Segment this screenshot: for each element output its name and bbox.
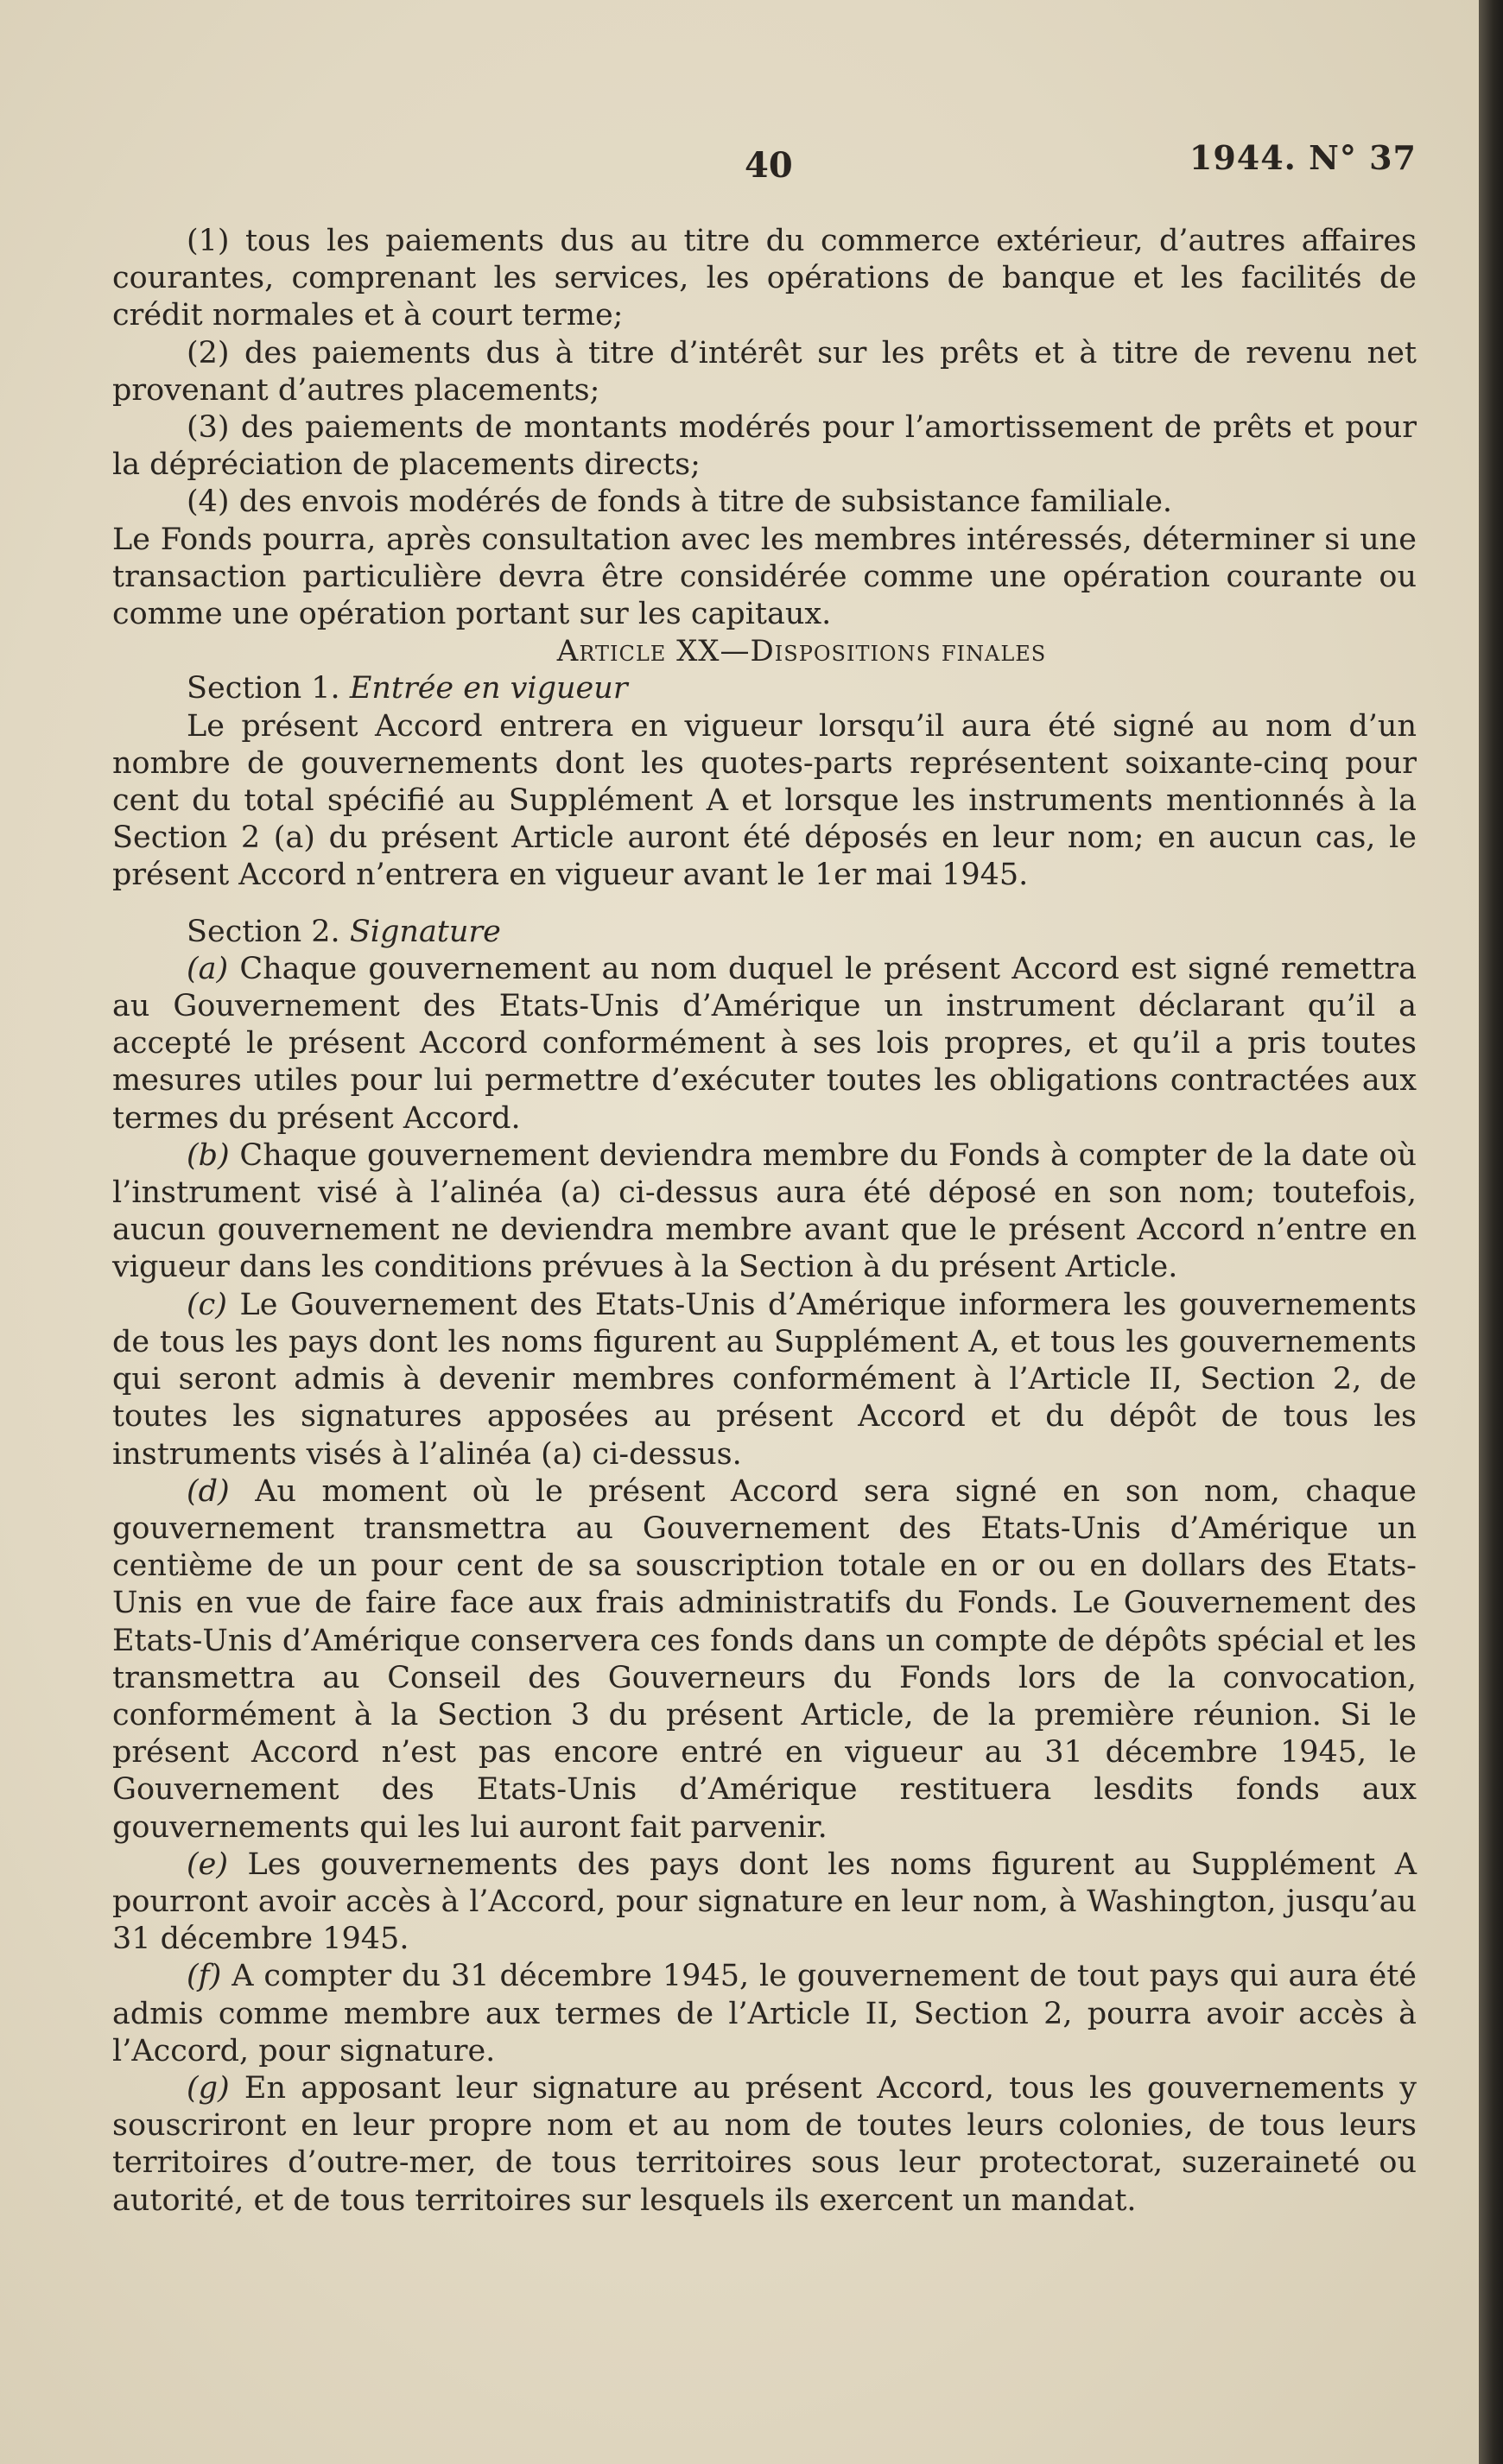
document-body (112, 223, 1417, 2220)
item-label: (b) (187, 1137, 230, 1173)
item-text: A compter du 31 décembre 1945, le gouvernement de tout pays qui aura été admis comme membre aux termes de l’Article II, Section 2, pourra avoir accès à l’Accord, pour signature. (112, 1959, 1417, 2068)
signature-item (112, 1846, 1417, 1959)
signature-item (112, 1958, 1417, 2070)
item-label: (d) (187, 1473, 230, 1509)
item-text: Les gouvernements des pays dont les noms figurent au Supplément A pourront avoir accès à l’Accord, pour signature en leur nom, à Washington, jusqu’au 31 décembre 1945. (112, 1846, 1417, 1957)
section-2-title: Signature (349, 914, 501, 949)
signature-item (112, 2070, 1417, 2220)
item-label: (f) (187, 1959, 222, 1994)
section-1-label: Section 1. (187, 671, 340, 706)
payment-item-4: (4) des envois modérés de fonds à titre de subsistance familiale. (187, 485, 1173, 520)
section-2-label: Section 2. (187, 914, 340, 949)
payment-item-1: (1) tous les paiements dus au titre du commerce extérieur, d’autres affaires courantes, comprenant les services, les opérations de banque et les facilités de crédit normales et à court terme; (112, 224, 1417, 333)
section-1-heading (112, 670, 1417, 707)
item-text: Au moment où le présent Accord sera signé en son nom, chaque gouvernement transmettra au Gouvernement des Etats-Unis d’Amérique un centième de un pour cent de sa souscription totale en or ou en dollars des Etats-Unis en vue de faire face aux frais administratifs du Fonds. Le Gouvernement des Etats-Unis d’Amérique conservera ces fonds dans un compte de dépôts spécial et les transmettra au Conseil des Gouverneurs du Fonds lors de la convocation, conformément à la Section 3 du présent Article, de la première réunion. Si le présent Accord n’est pas encore entré en vigueur au 31 décembre 1945, le Gouvernement des Etats-Unis d’Amérique restituera lesdits fonds aux gouvernements qui les lui auront fait parvenir. (112, 1473, 1417, 1845)
article-heading: Article XX—Dispositions finales (556, 634, 1047, 669)
signature-item (112, 951, 1417, 1137)
document-reference: 1944. N° 37 (1189, 138, 1417, 177)
signature-item (112, 1287, 1417, 1473)
page-number: 40 (745, 145, 793, 186)
item-text: Chaque gouvernement au nom duquel le présent Accord est signé remettra au Gouvernement des Etats-Unis d’Amérique un instrument déclarant qu’il a accepté le présent Accord conformément à ses lois propres, et qu’il a pris toutes mesures utiles pour lui permettre d’exécuter toutes les obligations contractées aux termes du présent Accord. (112, 951, 1417, 1136)
signature-item (112, 1473, 1417, 1846)
payment-item-3: (3) des paiements de montants modérés pour l’amortissement de prêts et pour la dépréciation de placements directs; (112, 410, 1417, 483)
item-label: (c) (187, 1287, 227, 1322)
item-label: (e) (187, 1846, 229, 1882)
item-text: Le Gouvernement des Etats-Unis d’Amérique informera les gouvernements de tous les pays dont les noms figurent au Supplément A, et tous les gouvernements qui seront admis à devenir membres conformément à l’Article II, Section 2, de toutes les signatures apposées au présent Accord et du dépôt de tous les instruments visés à l’alinéa (a) ci-dessus. (112, 1287, 1417, 1472)
signature-item (112, 1137, 1417, 1287)
payment-item-2: (2) des paiements dus à titre d’intérêt sur les prêts et à titre de revenu net provenant d’autres placements; (112, 335, 1417, 408)
page-edge-shadow (1479, 0, 1503, 2464)
section-1-text: Le présent Accord entrera en vigueur lorsqu’il aura été signé au nom d’un nombre de gouvernements dont les quotes-parts représentent soixante-cinq pour cent du total spécifié au Supplément A et lorsque les instruments mentionnés à la Section 2 (a) du présent Article auront été déposés en leur nom; en aucun cas, le présent Accord n’entrera en vigueur avant le 1er mai 1945. (112, 708, 1417, 893)
item-text: Chaque gouvernement deviendra membre du Fonds à compter de la date où l’instrument visé à l’alinéa (a) ci-dessus aura été déposé en son nom; toutefois, aucun gouvernement ne deviendra membre avant que le présent Accord n’entre en vigueur dans les conditions prévues à la Section à du présent Article. (112, 1137, 1417, 1285)
item-text: En apposant leur signature au présent Accord, tous les gouvernements y souscriront en leur propre nom et au nom de toutes leurs colonies, de tous leurs territoires d’outre-mer, de tous territoires sous leur protectorat, suzeraineté ou autorité, et de tous territoires sur lesquels ils exercent un mandat. (112, 2070, 1417, 2218)
closing-paragraph: Le Fonds pourra, après consultation avec les membres intéressés, déterminer si une transaction particulière devra être considérée comme une opération courante ou comme une opération portant sur les capitaux. (112, 522, 1417, 632)
page-header (112, 138, 1425, 190)
item-label: (g) (187, 2070, 230, 2106)
section-2-heading (112, 914, 1417, 951)
section-1-title: Entrée en vigueur (349, 671, 628, 706)
item-label: (a) (187, 951, 229, 986)
